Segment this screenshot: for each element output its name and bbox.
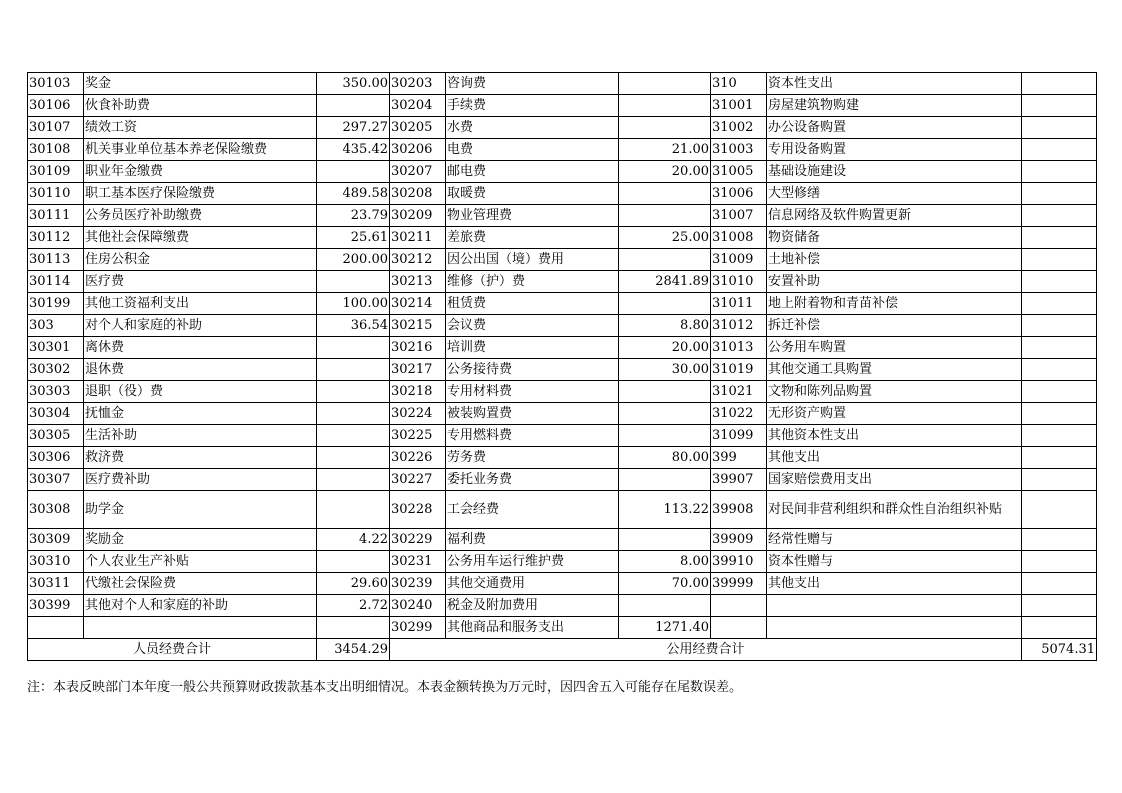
amount-cell [1022, 403, 1097, 425]
code-cell: 31013 [711, 337, 767, 359]
amount-cell [1022, 117, 1097, 139]
item-name-cell [767, 595, 1022, 617]
item-name-cell: 退休费 [84, 359, 317, 381]
table-row [28, 491, 1097, 529]
amount-cell: 25.00 [619, 227, 711, 249]
code-cell: 30204 [390, 95, 446, 117]
code-cell: 30310 [28, 551, 84, 573]
item-name-cell: 信息网络及软件购置更新 [767, 205, 1022, 227]
item-name-cell: 住房公积金 [84, 249, 317, 271]
amount-cell [317, 161, 390, 183]
amount-cell [619, 381, 711, 403]
table-row [28, 249, 1097, 271]
amount-cell [619, 425, 711, 447]
code-cell: 30308 [28, 491, 84, 529]
item-name-cell: 其他工资福利支出 [84, 293, 317, 315]
item-name-cell: 专用燃料费 [446, 425, 619, 447]
item-name-cell: 被装购置费 [446, 403, 619, 425]
code-cell: 31006 [711, 183, 767, 205]
code-cell: 30228 [390, 491, 446, 529]
item-name-cell: 生活补助 [84, 425, 317, 447]
code-cell [711, 595, 767, 617]
item-name-cell: 奖金 [84, 73, 317, 95]
code-cell: 30306 [28, 447, 84, 469]
amount-cell: 489.58 [317, 183, 390, 205]
item-name-cell: 委托业务费 [446, 469, 619, 491]
code-cell: 30206 [390, 139, 446, 161]
item-name-cell: 离休费 [84, 337, 317, 359]
code-cell: 31001 [711, 95, 767, 117]
code-cell: 39999 [711, 573, 767, 595]
item-name-cell: 其他商品和服务支出 [446, 617, 619, 639]
code-cell: 30225 [390, 425, 446, 447]
item-name-cell: 劳务费 [446, 447, 619, 469]
amount-cell: 2841.89 [619, 271, 711, 293]
code-cell: 30112 [28, 227, 84, 249]
item-name-cell: 税金及附加费用 [446, 595, 619, 617]
amount-cell [317, 95, 390, 117]
code-cell: 31011 [711, 293, 767, 315]
item-name-cell: 其他支出 [767, 573, 1022, 595]
item-name-cell: 其他支出 [767, 447, 1022, 469]
table-row [28, 73, 1097, 95]
amount-cell: 113.22 [619, 491, 711, 529]
amount-cell: 25.61 [317, 227, 390, 249]
amount-cell: 36.54 [317, 315, 390, 337]
amount-cell: 80.00 [619, 447, 711, 469]
amount-cell [1022, 315, 1097, 337]
amount-cell [317, 425, 390, 447]
code-cell: 31005 [711, 161, 767, 183]
amount-cell [619, 249, 711, 271]
amount-cell: 20.00 [619, 337, 711, 359]
amount-cell [317, 447, 390, 469]
amount-cell [1022, 183, 1097, 205]
code-cell: 310 [711, 73, 767, 95]
amount-cell: 23.79 [317, 205, 390, 227]
item-name-cell: 奖励金 [84, 529, 317, 551]
code-cell: 39908 [711, 491, 767, 529]
amount-cell [317, 271, 390, 293]
item-name-cell: 租赁费 [446, 293, 619, 315]
item-name-cell: 个人农业生产补贴 [84, 551, 317, 573]
table-row [28, 161, 1097, 183]
item-name-cell: 职业年金缴费 [84, 161, 317, 183]
item-name-cell: 拆迁补偿 [767, 315, 1022, 337]
code-cell: 30304 [28, 403, 84, 425]
code-cell: 30108 [28, 139, 84, 161]
item-name-cell: 专用设备购置 [767, 139, 1022, 161]
amount-cell [619, 205, 711, 227]
table-row [28, 205, 1097, 227]
code-cell: 30203 [390, 73, 446, 95]
item-name-cell: 培训费 [446, 337, 619, 359]
code-cell: 31099 [711, 425, 767, 447]
item-name-cell: 安置补助 [767, 271, 1022, 293]
item-name-cell: 对个人和家庭的补助 [84, 315, 317, 337]
amount-cell [317, 469, 390, 491]
amount-cell [1022, 271, 1097, 293]
table-row [28, 183, 1097, 205]
code-cell: 31008 [711, 227, 767, 249]
item-name-cell [767, 617, 1022, 639]
item-name-cell: 公务用车购置 [767, 337, 1022, 359]
item-name-cell: 办公设备购置 [767, 117, 1022, 139]
code-cell: 31012 [711, 315, 767, 337]
amount-cell [1022, 161, 1097, 183]
amount-cell: 297.27 [317, 117, 390, 139]
amount-cell [619, 595, 711, 617]
item-name-cell: 其他社会保障缴费 [84, 227, 317, 249]
code-cell: 30207 [390, 161, 446, 183]
item-name-cell: 地上附着物和青苗补偿 [767, 293, 1022, 315]
amount-cell [619, 95, 711, 117]
item-name-cell: 绩效工资 [84, 117, 317, 139]
item-name-cell: 公务员医疗补助缴费 [84, 205, 317, 227]
code-cell: 31009 [711, 249, 767, 271]
code-cell: 30302 [28, 359, 84, 381]
table-row [28, 447, 1097, 469]
item-name-cell: 退职（役）费 [84, 381, 317, 403]
table-row [28, 425, 1097, 447]
basic-expenditure-detail-table [27, 72, 1097, 661]
amount-cell [619, 73, 711, 95]
personnel-total-label: 人员经费合计 [28, 639, 317, 661]
public-total-label: 公用经费合计 [390, 639, 1022, 661]
totals-row [28, 639, 1097, 661]
code-cell: 30224 [390, 403, 446, 425]
code-cell: 31007 [711, 205, 767, 227]
item-name-cell: 电费 [446, 139, 619, 161]
amount-cell [317, 337, 390, 359]
amount-cell: 200.00 [317, 249, 390, 271]
table-row [28, 573, 1097, 595]
code-cell: 30240 [390, 595, 446, 617]
item-name-cell: 职工基本医疗保险缴费 [84, 183, 317, 205]
code-cell: 30239 [390, 573, 446, 595]
item-name-cell: 专用材料费 [446, 381, 619, 403]
code-cell: 30211 [390, 227, 446, 249]
code-cell: 30231 [390, 551, 446, 573]
amount-cell [1022, 469, 1097, 491]
table-row [28, 529, 1097, 551]
amount-cell [317, 381, 390, 403]
item-name-cell: 助学金 [84, 491, 317, 529]
item-name-cell: 工会经费 [446, 491, 619, 529]
item-name-cell: 无形资产购置 [767, 403, 1022, 425]
item-name-cell: 因公出国（境）费用 [446, 249, 619, 271]
amount-cell [619, 117, 711, 139]
table-row [28, 381, 1097, 403]
item-name-cell: 其他交通费用 [446, 573, 619, 595]
table-row [28, 95, 1097, 117]
table-row [28, 617, 1097, 639]
amount-cell [1022, 381, 1097, 403]
table-row [28, 359, 1097, 381]
item-name-cell: 咨询费 [446, 73, 619, 95]
code-cell: 31010 [711, 271, 767, 293]
item-name-cell: 取暖费 [446, 183, 619, 205]
code-cell: 30217 [390, 359, 446, 381]
code-cell [28, 617, 84, 639]
public-total-value: 5074.31 [1022, 639, 1097, 661]
item-name-cell: 抚恤金 [84, 403, 317, 425]
amount-cell [317, 403, 390, 425]
item-name-cell: 文物和陈列品购置 [767, 381, 1022, 403]
item-name-cell: 对民间非营利组织和群众性自治组织补贴 [767, 491, 1022, 529]
amount-cell [1022, 139, 1097, 161]
table-row [28, 227, 1097, 249]
amount-cell [1022, 95, 1097, 117]
code-cell: 303 [28, 315, 84, 337]
item-name-cell: 大型修缮 [767, 183, 1022, 205]
code-cell: 30111 [28, 205, 84, 227]
amount-cell: 8.00 [619, 551, 711, 573]
code-cell: 30110 [28, 183, 84, 205]
table-row [28, 139, 1097, 161]
code-cell: 30218 [390, 381, 446, 403]
code-cell: 30113 [28, 249, 84, 271]
table-row [28, 595, 1097, 617]
amount-cell [1022, 529, 1097, 551]
item-name-cell: 公务接待费 [446, 359, 619, 381]
item-name-cell: 医疗费补助 [84, 469, 317, 491]
item-name-cell: 房屋建筑物购建 [767, 95, 1022, 117]
amount-cell [317, 491, 390, 529]
amount-cell [1022, 227, 1097, 249]
amount-cell: 30.00 [619, 359, 711, 381]
code-cell: 30227 [390, 469, 446, 491]
item-name-cell: 邮电费 [446, 161, 619, 183]
item-name-cell: 医疗费 [84, 271, 317, 293]
table-row [28, 293, 1097, 315]
code-cell: 30214 [390, 293, 446, 315]
code-cell: 31021 [711, 381, 767, 403]
table-row [28, 315, 1097, 337]
code-cell: 31002 [711, 117, 767, 139]
amount-cell: 435.42 [317, 139, 390, 161]
amount-cell [1022, 205, 1097, 227]
item-name-cell: 福利费 [446, 529, 619, 551]
amount-cell [1022, 249, 1097, 271]
code-cell: 30213 [390, 271, 446, 293]
amount-cell [1022, 573, 1097, 595]
item-name-cell: 物资储备 [767, 227, 1022, 249]
item-name-cell: 公务用车运行维护费 [446, 551, 619, 573]
amount-cell: 2.72 [317, 595, 390, 617]
amount-cell: 70.00 [619, 573, 711, 595]
code-cell: 30305 [28, 425, 84, 447]
budget-table-container [27, 72, 1097, 661]
amount-cell [1022, 447, 1097, 469]
item-name-cell: 土地补偿 [767, 249, 1022, 271]
code-cell: 30229 [390, 529, 446, 551]
amount-cell: 29.60 [317, 573, 390, 595]
amount-cell [619, 293, 711, 315]
code-cell: 30209 [390, 205, 446, 227]
item-name-cell: 资本性支出 [767, 73, 1022, 95]
amount-cell [619, 403, 711, 425]
item-name-cell: 机关事业单位基本养老保险缴费 [84, 139, 317, 161]
code-cell: 30311 [28, 573, 84, 595]
amount-cell [619, 529, 711, 551]
code-cell: 31003 [711, 139, 767, 161]
code-cell: 31022 [711, 403, 767, 425]
code-cell: 30226 [390, 447, 446, 469]
table-row [28, 271, 1097, 293]
code-cell: 30114 [28, 271, 84, 293]
item-name-cell: 其他交通工具购置 [767, 359, 1022, 381]
item-name-cell: 代缴社会保险费 [84, 573, 317, 595]
code-cell: 30199 [28, 293, 84, 315]
code-cell: 30106 [28, 95, 84, 117]
code-cell: 39909 [711, 529, 767, 551]
amount-cell: 4.22 [317, 529, 390, 551]
code-cell: 30301 [28, 337, 84, 359]
table-footnote: 注：本表反映部门本年度一般公共预算财政拨款基本支出明细情况。本表金额转换为万元时，因四舍五入可能存在尾数误差。 [27, 680, 743, 695]
amount-cell [1022, 551, 1097, 573]
code-cell: 39910 [711, 551, 767, 573]
amount-cell [1022, 595, 1097, 617]
table-body [28, 73, 1097, 661]
code-cell: 30107 [28, 117, 84, 139]
item-name-cell: 伙食补助费 [84, 95, 317, 117]
code-cell: 30208 [390, 183, 446, 205]
item-name-cell: 救济费 [84, 447, 317, 469]
amount-cell: 21.00 [619, 139, 711, 161]
code-cell: 30399 [28, 595, 84, 617]
amount-cell: 20.00 [619, 161, 711, 183]
amount-cell [317, 359, 390, 381]
item-name-cell: 基础设施建设 [767, 161, 1022, 183]
code-cell: 30307 [28, 469, 84, 491]
item-name-cell: 手续费 [446, 95, 619, 117]
amount-cell [619, 469, 711, 491]
amount-cell [1022, 73, 1097, 95]
code-cell: 30309 [28, 529, 84, 551]
code-cell: 30216 [390, 337, 446, 359]
amount-cell [1022, 359, 1097, 381]
amount-cell [1022, 293, 1097, 315]
item-name-cell: 维修（护）费 [446, 271, 619, 293]
code-cell: 30215 [390, 315, 446, 337]
item-name-cell: 其他资本性支出 [767, 425, 1022, 447]
amount-cell [1022, 617, 1097, 639]
item-name-cell: 会议费 [446, 315, 619, 337]
code-cell: 39907 [711, 469, 767, 491]
code-cell: 30109 [28, 161, 84, 183]
item-name-cell: 国家赔偿费用支出 [767, 469, 1022, 491]
code-cell: 30299 [390, 617, 446, 639]
amount-cell [317, 551, 390, 573]
item-name-cell: 经常性赠与 [767, 529, 1022, 551]
code-cell: 31019 [711, 359, 767, 381]
amount-cell: 8.80 [619, 315, 711, 337]
item-name-cell [84, 617, 317, 639]
amount-cell [1022, 425, 1097, 447]
table-row [28, 551, 1097, 573]
code-cell: 30103 [28, 73, 84, 95]
personnel-total-value: 3454.29 [317, 639, 390, 661]
table-row [28, 337, 1097, 359]
amount-cell: 1271.40 [619, 617, 711, 639]
amount-cell: 350.00 [317, 73, 390, 95]
table-row [28, 117, 1097, 139]
item-name-cell: 资本性赠与 [767, 551, 1022, 573]
item-name-cell: 差旅费 [446, 227, 619, 249]
code-cell: 399 [711, 447, 767, 469]
item-name-cell: 水费 [446, 117, 619, 139]
code-cell: 30303 [28, 381, 84, 403]
code-cell: 30212 [390, 249, 446, 271]
amount-cell [619, 183, 711, 205]
table-row [28, 403, 1097, 425]
code-cell [711, 617, 767, 639]
table-row [28, 469, 1097, 491]
item-name-cell: 其他对个人和家庭的补助 [84, 595, 317, 617]
code-cell: 30205 [390, 117, 446, 139]
amount-cell [1022, 491, 1097, 529]
item-name-cell: 物业管理费 [446, 205, 619, 227]
amount-cell: 100.00 [317, 293, 390, 315]
amount-cell [1022, 337, 1097, 359]
amount-cell [317, 617, 390, 639]
